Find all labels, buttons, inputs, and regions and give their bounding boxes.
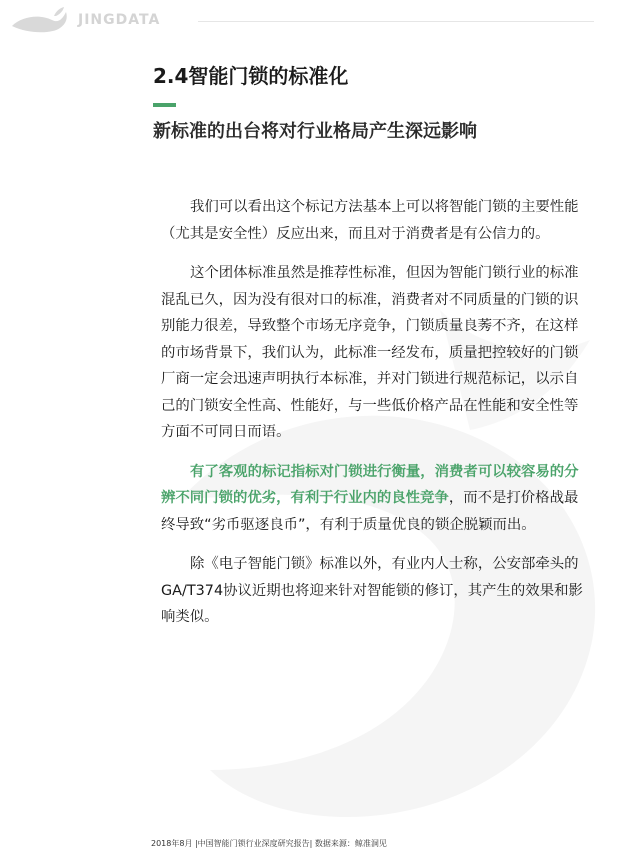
section-subtitle: 新标准的出台将对行业格局产生深远影响 [153, 121, 477, 142]
body-text [161, 194, 591, 644]
paragraph: 我们可以看出这个标记方法基本上可以将智能门锁的主要性能（尤其是安全性）反应出来，而且对于消费者是有公信力的。 [161, 199, 579, 242]
page-header [10, 6, 622, 34]
paragraph: 这个团体标准虽然是推荐性标准，但因为智能门锁行业的标准混乱已久，因为没有很对口的标准，消费者对不同质量的门锁的识别能力很差，导致整个市场无序竞争，门锁质量良莠不齐，在这样的市场背景下，我们认为，此标准一经发布，质量把控较好的门锁厂商一定会迅速声明执行本标准，并对门锁进行规范标记，以示自己的门锁安全性高、性能好，与一些低价格产品在性能和安全性等方面不可同日而语。 [161, 265, 579, 440]
page-footer: 2018年8月 |中国智能门锁行业深度研究报告| 数据来源：鲸准洞见 [151, 839, 387, 848]
paragraph: 除《电子智能门锁》标准以外，有业内人士称，公安部牵头的GA/T374协议近期也将迎来针对智能锁的修订，其产生的效果和影响类似。 [161, 556, 583, 625]
accent-bar [153, 103, 176, 107]
header-divider [198, 21, 594, 22]
highlighted-text: 有了客观的标记指标对门锁进行衡量，消费者可以较容易的分辨不同门锁的优劣，有利于行业内的良性竞争 [161, 463, 579, 506]
paragraph-text: ，而不是打价格战最终导致“劣币驱逐良币”，有利于质量优良的锁企脱颖而出。 [161, 490, 579, 533]
section-title: 2.4智能门锁的标准化 [153, 64, 349, 88]
whale-icon [10, 6, 72, 34]
paragraph [161, 459, 591, 539]
logo-text: JINGDATA [78, 12, 161, 28]
